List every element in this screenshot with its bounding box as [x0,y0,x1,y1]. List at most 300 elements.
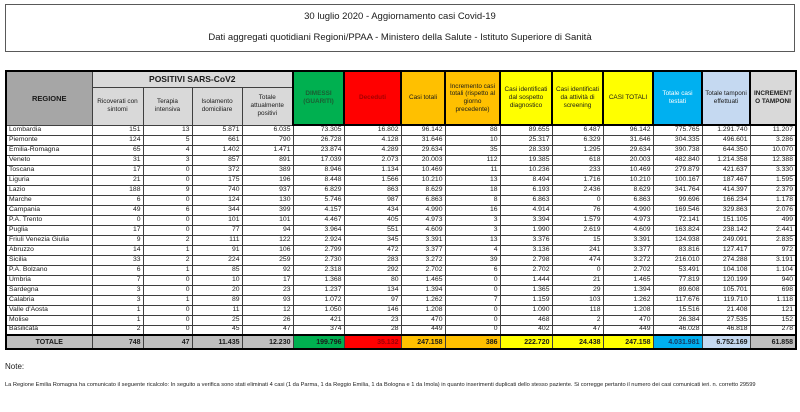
covid-data-table [5,70,797,350]
region-cell: Umbria [6,275,92,285]
value-cell: 345 [344,235,401,245]
value-cell: 9 [143,185,192,195]
value-cell: 390.738 [653,145,702,155]
value-cell: 28.339 [500,145,552,155]
value-cell: 134 [344,285,401,295]
table-row [6,245,796,255]
value-cell: 8 [445,195,500,205]
value-cell: 5 [143,135,192,145]
value-cell: 96.142 [603,125,653,135]
value-cell: 472 [344,245,401,255]
value-cell: 16 [445,205,500,215]
value-cell: 3.272 [603,255,653,265]
value-cell: 2 [552,315,603,325]
value-cell: 499 [750,215,796,225]
total-value-cell: 6.752.169 [702,335,750,349]
value-cell: 99.696 [653,195,702,205]
value-cell: 12 [242,305,293,315]
value-cell: 1.072 [293,295,344,305]
value-cell: 1 [92,315,143,325]
value-cell: 4.609 [401,225,445,235]
value-cell: 3.964 [293,225,344,235]
region-cell: Emilia-Romagna [6,145,92,155]
value-cell: 3 [445,215,500,225]
value-cell: 1 [143,245,192,255]
value-cell: 20.003 [603,155,653,165]
value-cell: 20.003 [401,155,445,165]
total-value-cell: 748 [92,335,143,349]
value-cell: 2.318 [293,265,344,275]
value-cell: 8.629 [603,185,653,195]
value-cell: 283 [344,255,401,265]
value-cell: 551 [344,225,401,235]
value-cell: 1.050 [293,305,344,315]
value-cell: 857 [192,155,242,165]
value-cell: 106 [242,245,293,255]
value-cell: 1.471 [242,145,293,155]
value-cell: 1.465 [401,275,445,285]
value-cell: 19.385 [500,155,552,165]
value-cell: 2.073 [344,155,401,165]
value-cell: 26 [242,315,293,325]
value-cell: 23.874 [293,145,344,155]
value-cell: 29.634 [401,145,445,155]
value-cell: 10 [445,135,500,145]
value-cell: 16.802 [344,125,401,135]
total-value-cell: 199.796 [293,335,344,349]
report-source-subtitle: Dati aggregati quotidiani Regioni/PPAA - Ministero della Salute - Istituto Superiore di Sanità [208,32,592,43]
value-cell: 1.595 [750,175,796,185]
table-row [6,125,796,135]
value-cell: 6.329 [552,135,603,145]
value-cell: 119.710 [702,295,750,305]
value-cell: 15 [552,235,603,245]
value-cell: 2.730 [293,255,344,265]
region-cell: Liguria [6,175,92,185]
total-value-cell: 247.158 [401,335,445,349]
total-label: TOTALE [6,335,92,349]
region-cell: Puglia [6,225,92,235]
value-cell: 130 [242,195,293,205]
value-cell: 389 [242,165,293,175]
value-cell: 1.262 [401,295,445,305]
value-cell: 18 [445,185,500,195]
value-cell: 1.368 [293,275,344,285]
column-header: Totale casi testati [653,71,702,125]
value-cell: 0 [445,285,500,295]
value-cell: 6.863 [603,195,653,205]
value-cell: 29.634 [603,145,653,155]
value-cell: 45 [192,325,242,335]
value-cell: 187.467 [702,175,750,185]
value-cell: 13 [143,125,192,135]
value-cell: 35 [445,145,500,155]
value-cell: 11.207 [750,125,796,135]
value-cell: 121 [750,305,796,315]
table-row [6,225,796,235]
value-cell: 891 [242,155,293,165]
value-cell: 2.702 [500,265,552,275]
value-cell: 13 [445,175,500,185]
value-cell: 937 [242,185,293,195]
value-cell: 1.394 [603,285,653,295]
value-cell: 4.914 [500,205,552,215]
value-cell: 470 [401,315,445,325]
value-cell: 449 [401,325,445,335]
value-cell: 3 [143,155,192,165]
column-header: INCREMENTO TAMPONI [750,71,796,125]
total-value-cell: 11.435 [192,335,242,349]
value-cell: 169.546 [653,205,702,215]
value-cell: 10.236 [500,165,552,175]
value-cell: 47 [552,325,603,335]
value-cell: 1.214.358 [702,155,750,165]
value-cell: 4.157 [293,205,344,215]
value-cell: 8.629 [401,185,445,195]
value-cell: 26.384 [653,315,702,325]
table-row [6,185,796,195]
table-row [6,325,796,335]
value-cell: 1.208 [603,305,653,315]
total-value-cell: 222.720 [500,335,552,349]
column-header: Casi totali [401,71,445,125]
value-cell: 97 [344,295,401,305]
region-cell: Lazio [6,185,92,195]
value-cell: 27.535 [702,315,750,325]
value-cell: 53.491 [653,265,702,275]
value-cell: 1.291.740 [702,125,750,135]
value-cell: 4 [445,245,500,255]
region-cell: Abruzzo [6,245,92,255]
value-cell: 91 [192,245,242,255]
value-cell: 4.990 [603,205,653,215]
value-cell: 26.728 [293,135,344,145]
value-cell: 103 [552,295,603,305]
value-cell: 4.467 [293,215,344,225]
value-cell: 1.365 [500,285,552,295]
value-cell: 618 [552,155,603,165]
value-cell: 23 [344,315,401,325]
table-row [6,195,796,205]
value-cell: 3.136 [500,245,552,255]
value-cell: 259 [242,255,293,265]
value-cell: 224 [192,255,242,265]
value-cell: 698 [750,285,796,295]
title-box [5,4,795,52]
table-row [6,205,796,215]
value-cell: 278 [750,325,796,335]
value-cell: 122 [242,235,293,245]
value-cell: 1.178 [750,195,796,205]
value-cell: 83.816 [653,245,702,255]
value-cell: 1.134 [344,165,401,175]
value-cell: 77 [192,225,242,235]
column-subheader: Ricoverati con sintomi [92,87,143,125]
value-cell: 341.764 [653,185,702,195]
value-cell: 151.105 [702,215,750,225]
value-cell: 146 [344,305,401,315]
value-cell: 0 [445,305,500,315]
value-cell: 120.199 [702,275,750,285]
value-cell: 1.118 [750,295,796,305]
value-cell: 3.376 [500,235,552,245]
value-cell: 344 [192,205,242,215]
total-value-cell: 61.858 [750,335,796,349]
value-cell: 482.840 [653,155,702,165]
value-cell: 10.210 [401,175,445,185]
value-cell: 6.829 [293,185,344,195]
table-row [6,255,796,265]
table-row [6,305,796,315]
value-cell: 46.818 [702,325,750,335]
region-cell: Sicilia [6,255,92,265]
column-header: Casi identificati da attività di screening [552,71,603,125]
region-cell: Sardegna [6,285,92,295]
value-cell: 4.289 [344,145,401,155]
value-cell: 73.305 [293,125,344,135]
value-cell: 449 [603,325,653,335]
notes-section [5,362,795,388]
value-cell: 0 [445,275,500,285]
value-cell: 4.609 [603,225,653,235]
note-text: La Regione Emilia Romagna ha comunicato il seguente ricalcolo: In seguito a verifica sono stati eliminati 4 casi (1 da Parma, 1 da Reggio Emilia, 1 da Bologna e 1 da Imola) in quanto inserimenti duplicati dello stesso paziente. Si corregge pertanto il numero dei casi comunicati ieri. n. corretto 29599 [5,382,756,388]
value-cell: 241 [552,245,603,255]
value-cell: 124 [192,195,242,205]
table-row [6,285,796,295]
column-header: DIMESSI (GUARITI) [293,71,344,125]
value-cell: 8.494 [500,175,552,185]
value-cell: 163.824 [653,225,702,235]
value-cell: 7 [445,295,500,305]
value-cell: 10.070 [750,145,796,155]
value-cell: 118 [552,305,603,315]
value-cell: 0 [143,195,192,205]
value-cell: 1.104 [750,265,796,275]
value-cell: 304.335 [653,135,702,145]
value-cell: 105.701 [702,285,750,295]
value-cell: 89 [192,295,242,305]
value-cell: 13 [445,235,500,245]
value-cell: 175 [192,175,242,185]
value-cell: 14 [92,245,143,255]
value-cell: 2.076 [750,205,796,215]
value-cell: 80 [344,275,401,285]
value-cell: 775.765 [653,125,702,135]
table-row [6,235,796,245]
value-cell: 28 [344,325,401,335]
value-cell: 23 [242,285,293,295]
value-cell: 92 [242,265,293,275]
value-cell: 10.469 [603,165,653,175]
table-row [6,175,796,185]
table-row [6,265,796,275]
table-row [6,135,796,145]
value-cell: 6.035 [242,125,293,135]
value-cell: 0 [143,225,192,235]
value-cell: 12.388 [750,155,796,165]
table-row [6,165,796,175]
value-cell: 2.379 [750,185,796,195]
value-cell: 3 [92,285,143,295]
region-cell: Valle d'Aosta [6,305,92,315]
value-cell: 233 [552,165,603,175]
value-cell: 188 [92,185,143,195]
value-cell: 2 [143,235,192,245]
value-cell: 29 [552,285,603,295]
table-row [6,315,796,325]
value-cell: 274.288 [702,255,750,265]
value-cell: 0 [143,315,192,325]
value-cell: 3.391 [603,235,653,245]
value-cell: 85 [192,265,242,275]
value-cell: 2 [92,325,143,335]
value-cell: 3.330 [750,165,796,175]
value-cell: 3.377 [401,245,445,255]
value-cell: 1.295 [552,145,603,155]
value-cell: 4 [143,145,192,155]
value-cell: 468 [500,315,552,325]
value-cell: 11 [445,165,500,175]
value-cell: 434 [344,205,401,215]
region-cell: Calabria [6,295,92,305]
value-cell: 25 [192,315,242,325]
table-header [6,71,796,125]
value-cell: 21 [552,275,603,285]
value-cell: 8.946 [293,165,344,175]
value-cell: 1.579 [552,215,603,225]
value-cell: 96.142 [401,125,445,135]
value-cell: 101 [192,215,242,225]
note-label: Note: [5,362,25,371]
region-cell: Piemonte [6,135,92,145]
value-cell: 4.973 [401,215,445,225]
value-cell: 1.716 [552,175,603,185]
value-cell: 7 [92,275,143,285]
value-cell: 3.394 [500,215,552,225]
value-cell: 3.286 [750,135,796,145]
region-cell: Marche [6,195,92,205]
value-cell: 4.973 [603,215,653,225]
value-cell: 2.799 [293,245,344,255]
value-cell: 3 [92,295,143,305]
value-cell: 10.469 [401,165,445,175]
value-cell: 17 [242,275,293,285]
value-cell: 89.655 [500,125,552,135]
value-cell: 405 [344,215,401,225]
table-row [6,145,796,155]
total-value-cell: 35.132 [344,335,401,349]
region-cell: Molise [6,315,92,325]
value-cell: 3.191 [750,255,796,265]
value-cell: 94 [242,225,293,235]
value-cell: 100.167 [653,175,702,185]
table-row [6,215,796,225]
value-cell: 0 [445,315,500,325]
value-cell: 5.746 [293,195,344,205]
value-cell: 2.798 [500,255,552,265]
value-cell: 25.317 [500,135,552,145]
total-value-cell: 12.230 [242,335,293,349]
value-cell: 6.863 [401,195,445,205]
value-cell: 89.608 [653,285,702,295]
value-cell: 2 [143,255,192,265]
value-cell: 421 [293,315,344,325]
value-cell: 279.879 [653,165,702,175]
value-cell: 644.350 [702,145,750,155]
value-cell: 863 [344,185,401,195]
value-cell: 0 [143,175,192,185]
value-cell: 3.391 [401,235,445,245]
value-cell: 972 [750,245,796,255]
column-group-positivi: POSITIVI SARS-CoV2 [92,71,293,87]
value-cell: 0 [552,195,603,205]
value-cell: 474 [552,255,603,265]
value-cell: 6 [445,265,500,275]
region-cell: P.A. Bolzano [6,265,92,275]
column-header: Incremento casi totali (rispetto al giorno precedente) [445,71,500,125]
value-cell: 6 [92,195,143,205]
table-row [6,155,796,165]
value-cell: 1.090 [500,305,552,315]
value-cell: 88 [445,125,500,135]
total-value-cell: 24.438 [552,335,603,349]
value-cell: 249.091 [702,235,750,245]
value-cell: 93 [242,295,293,305]
value-cell: 399 [242,205,293,215]
region-cell: Friuli Venezia Giulia [6,235,92,245]
value-cell: 31.646 [603,135,653,145]
value-cell: 1.465 [603,275,653,285]
value-cell: 6.487 [552,125,603,135]
column-subheader: Terapia intensiva [143,87,192,125]
value-cell: 1.237 [293,285,344,295]
value-cell: 47 [242,325,293,335]
value-cell: 3.377 [603,245,653,255]
value-cell: 31 [92,155,143,165]
column-subheader: Totale attualmente positivi [242,87,293,125]
total-row [6,335,796,349]
table-row [6,275,796,285]
total-value-cell: 4.031.981 [653,335,702,349]
table-body [6,125,796,349]
value-cell: 1.402 [192,145,242,155]
region-cell: Veneto [6,155,92,165]
value-cell: 0 [445,325,500,335]
value-cell: 2.702 [401,265,445,275]
value-cell: 166.234 [702,195,750,205]
value-cell: 0 [143,215,192,225]
value-cell: 11 [192,305,242,315]
value-cell: 790 [242,135,293,145]
value-cell: 49 [92,205,143,215]
value-cell: 127.417 [702,245,750,255]
value-cell: 65 [92,145,143,155]
value-cell: 33 [92,255,143,265]
value-cell: 0 [143,305,192,315]
value-cell: 496.601 [702,135,750,145]
value-cell: 124.938 [653,235,702,245]
total-value-cell: 47 [143,335,192,349]
value-cell: 2.835 [750,235,796,245]
table-row [6,295,796,305]
value-cell: 238.142 [702,225,750,235]
value-cell: 10.210 [603,175,653,185]
value-cell: 1 [92,305,143,315]
region-cell: Toscana [6,165,92,175]
report-date-title: 30 luglio 2020 - Aggiornamento casi Covid-19 [304,11,496,22]
value-cell: 421.637 [702,165,750,175]
value-cell: 20 [192,285,242,295]
